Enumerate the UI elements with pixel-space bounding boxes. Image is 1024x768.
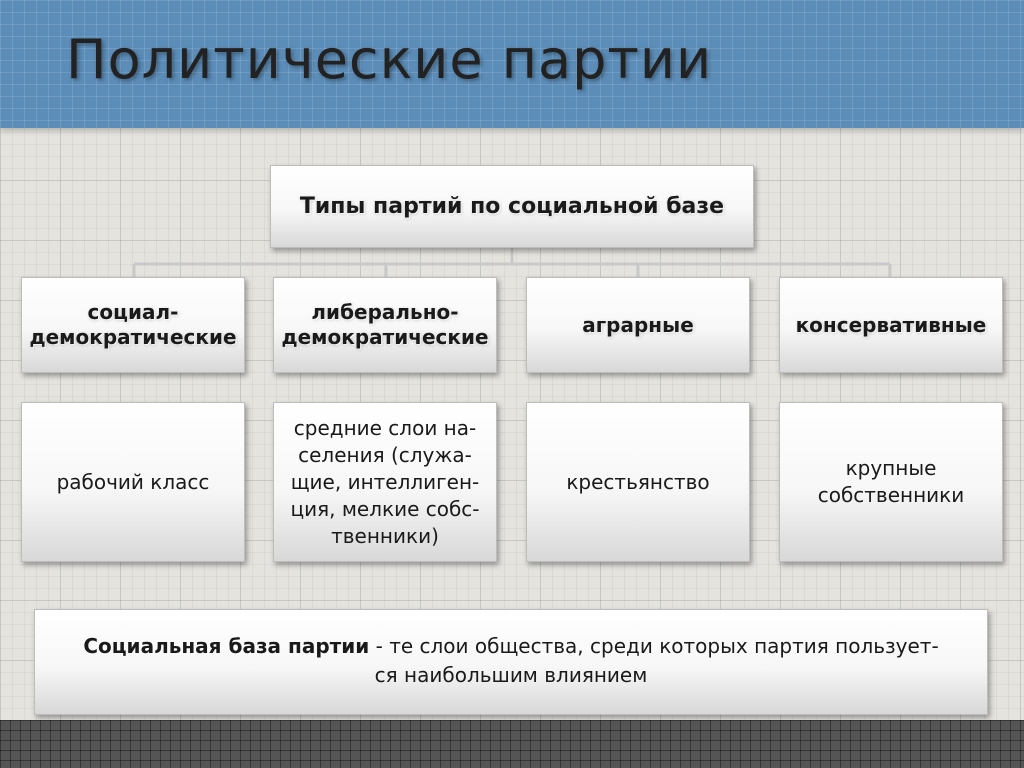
definition-line (53, 632, 969, 690)
base-label: средние слои на- селения (служа- щие, интеллиген- ция, мелкие собс- твенники) (290, 415, 480, 548)
base-box-working-class (21, 402, 245, 562)
root-box (270, 165, 754, 248)
type-label: социал- демократические (29, 300, 237, 349)
type-box-social-democratic (21, 277, 245, 373)
definition-text: - те слои общества, среди которых партия пользует- ся наибольшим влиянием (374, 634, 939, 687)
base-box-peasantry (526, 402, 750, 562)
root-label: Типы партий по социальной базе (299, 194, 725, 219)
slide-title: Политические партии (66, 28, 713, 91)
type-label: аграрные (582, 312, 694, 337)
base-label: крестьянство (566, 469, 710, 494)
definition-term: Социальная база партии (83, 634, 370, 658)
base-label: рабочий класс (56, 469, 210, 494)
base-box-middle-strata (273, 402, 497, 562)
type-label: консервативные (795, 312, 987, 337)
type-box-agrarian (526, 277, 750, 373)
type-label: либерально- демократические (281, 300, 489, 349)
base-box-large-owners (779, 402, 1003, 562)
footer-bar (0, 720, 1024, 768)
type-box-liberal-democratic (273, 277, 497, 373)
title-bar (0, 0, 1024, 128)
base-label: крупные собственники (817, 456, 965, 507)
definition-box (34, 609, 988, 715)
type-box-conservative (779, 277, 1003, 373)
